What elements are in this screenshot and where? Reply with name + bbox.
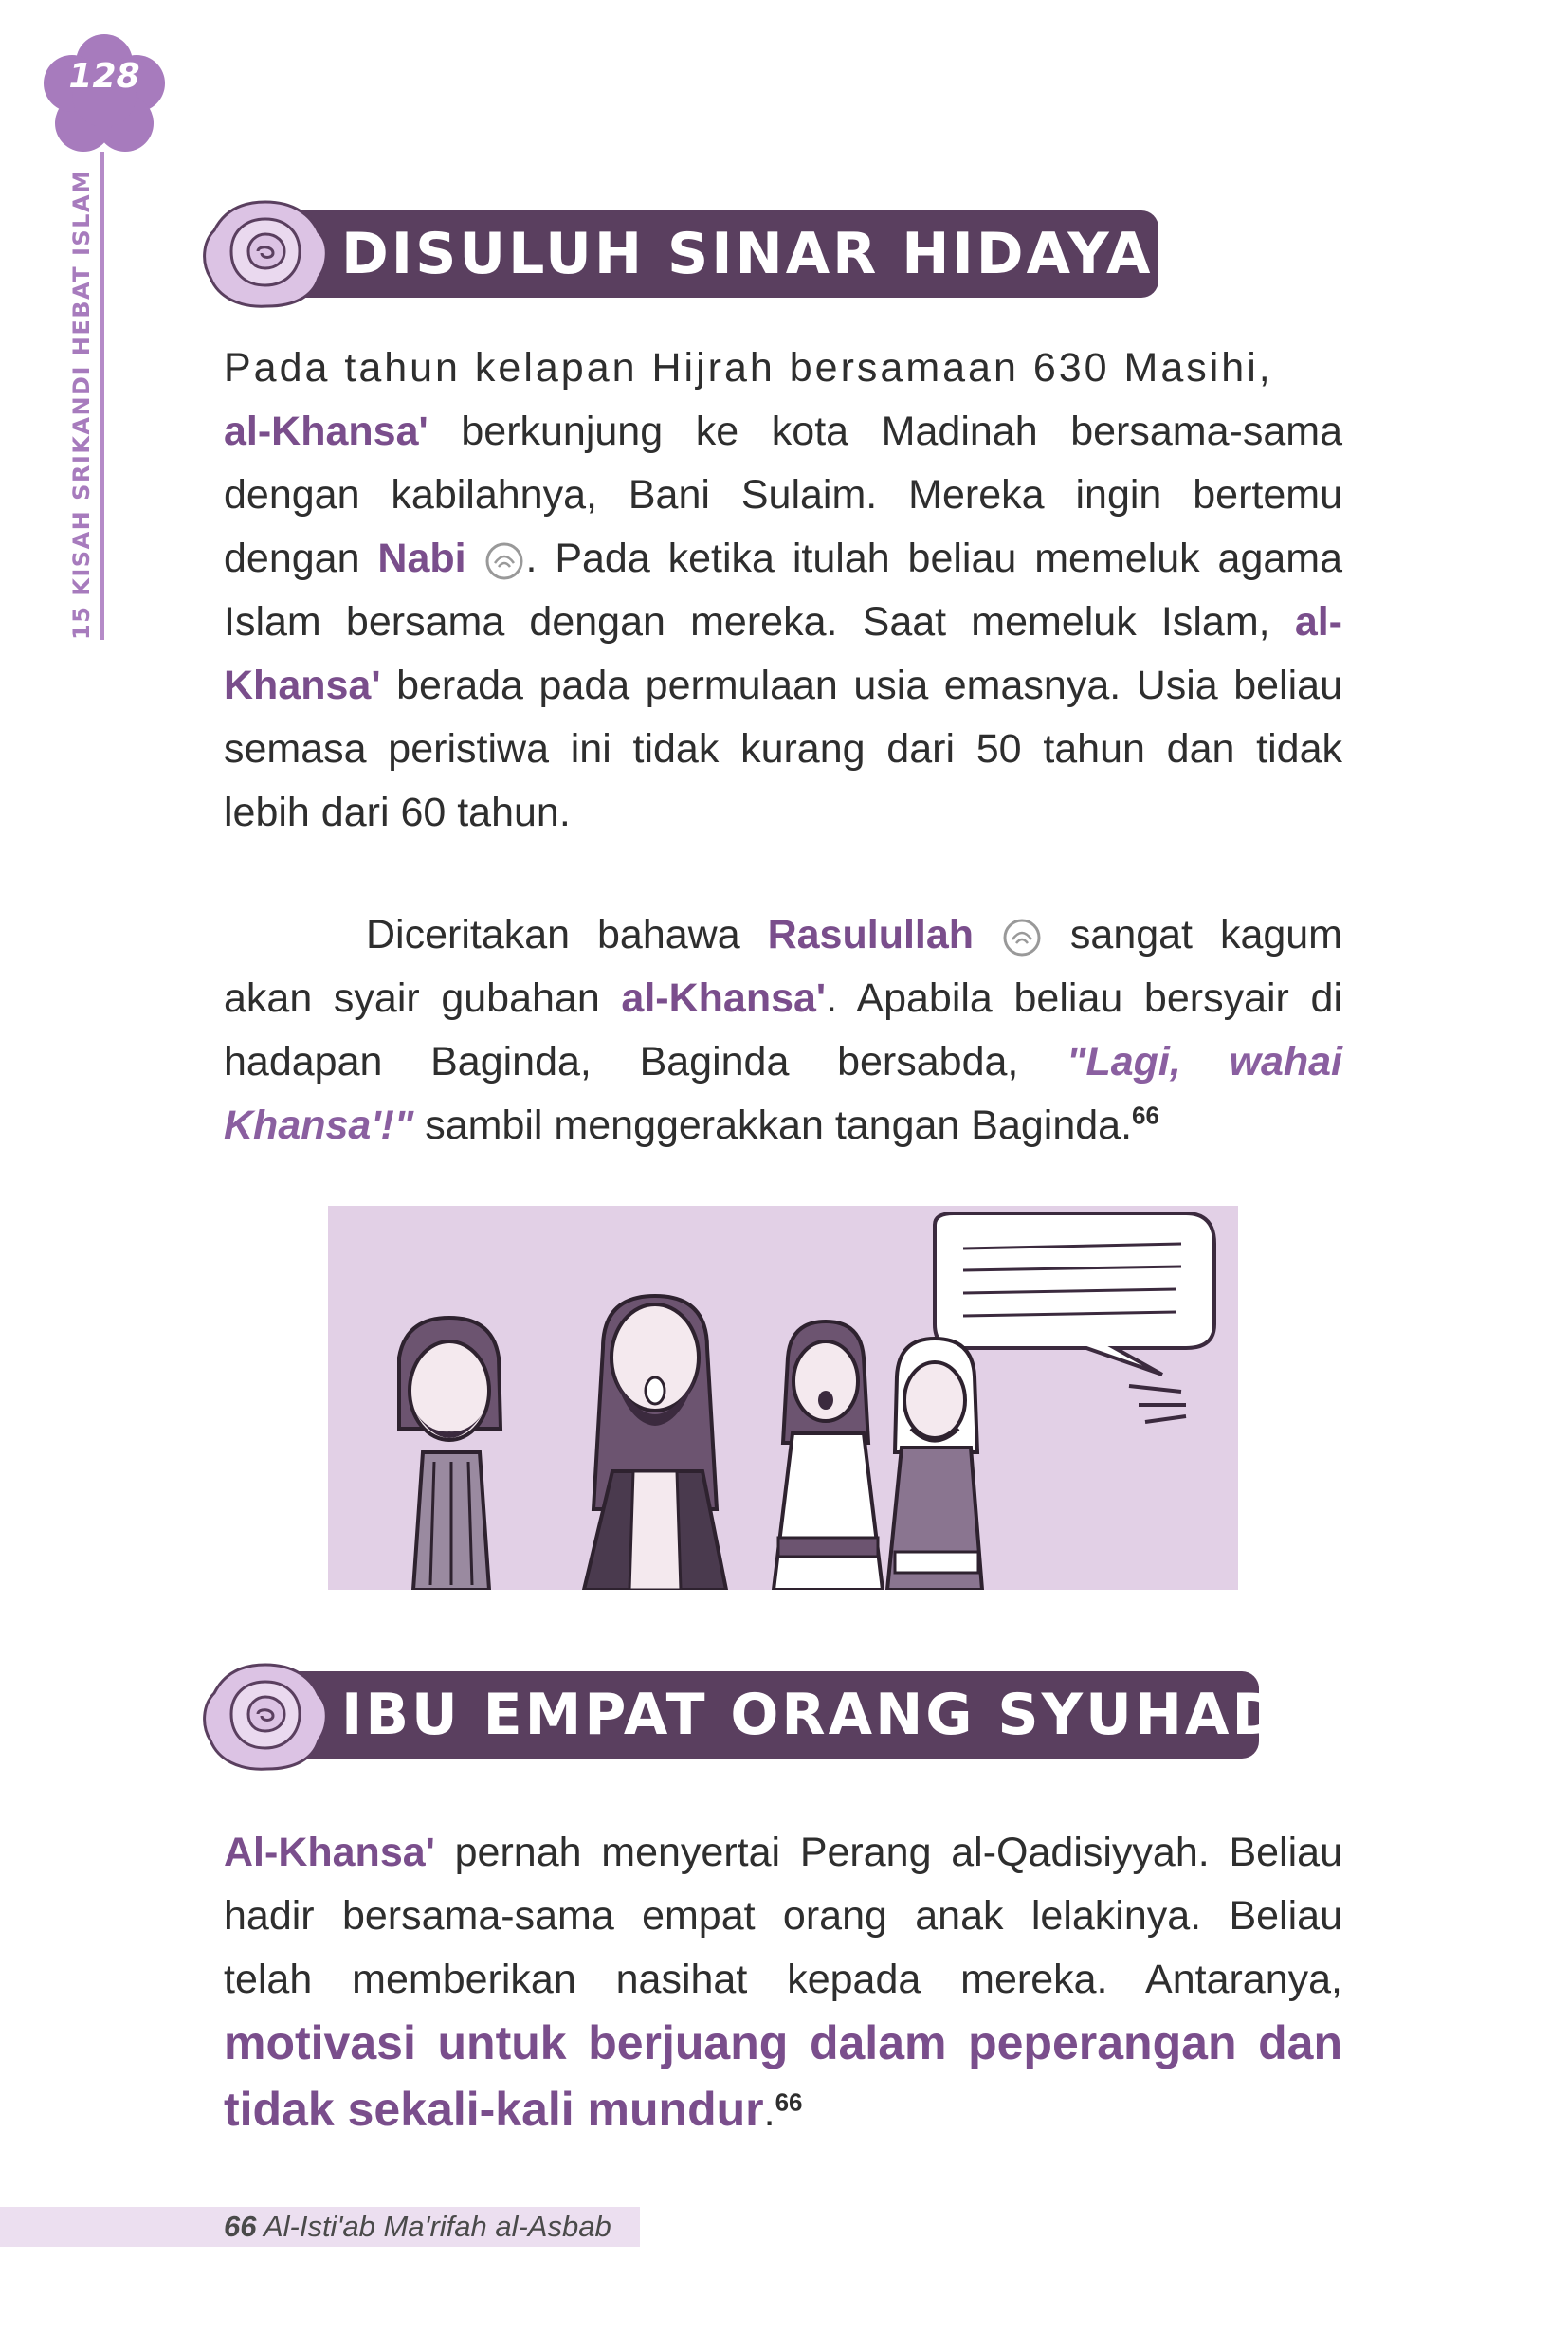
name-khansa: al-Khansa' [224, 599, 1342, 708]
emphasis-text: motivasi untuk berjuang dalam peperangan dan tidak sekali-kali mundur [224, 2016, 1342, 2136]
footnote-text: Al-Isti'ab Ma'rifah al-Asbab [256, 2210, 611, 2243]
margin-rule [100, 152, 104, 640]
running-header: 15 KISAH SRIKANDI HEBAT ISLAM [68, 169, 95, 640]
section-heading-2-text: IBU EMPAT ORANG SYUHADA [341, 1682, 1329, 1748]
section-heading-1-text: DISULUH SINAR HIDAYAH [341, 221, 1204, 287]
name-rasulullah: Rasulullah [767, 912, 975, 957]
name-khansa: al-Khansa' [224, 409, 428, 454]
name-khansa: Al-Khansa' [224, 1830, 435, 1875]
text-run: Diceritakan bahawa [366, 912, 768, 957]
character-1-icon [399, 1318, 501, 1590]
character-4-icon [887, 1339, 982, 1590]
text-run: sambil menggerakkan tangan Baginda. [413, 1103, 1133, 1148]
quote: "Lagi, wahai Khansa'!" [224, 1039, 1342, 1148]
text-run: . [763, 2089, 775, 2135]
rose-icon [199, 1657, 332, 1776]
section-heading-1 [284, 210, 1204, 298]
footnote-number: 66 [224, 2210, 257, 2243]
name-nabi: Nabi [377, 536, 466, 581]
paragraph-3 [224, 1821, 1342, 2144]
paragraph-1 [224, 337, 1342, 845]
salawat-icon [1001, 917, 1043, 958]
text-run: . Pada ketika itulah beliau memeluk agama Islam bersama dengan mereka. Saat memeluk Islam, [224, 536, 1343, 645]
rose-icon [199, 194, 332, 313]
text-run: berkunjung ke kota Madinah bersama-sama dengan kabilahnya, Bani Sulaim. Mereka ingin bertemu dengan [224, 409, 1342, 581]
text-run: pernah menyertai Perang al-Qadisiyyah. Beliau hadir bersama-sama empat orang anak lelakinya. Beliau telah memberikan nasihat kepada mereka. Antaranya, [224, 1830, 1342, 2002]
name-khansa: al-Khansa' [621, 975, 827, 1021]
text-run: Pada tahun kelapan Hijrah bersamaan 630 Masihi, [224, 345, 1273, 391]
footnote-ref: 66 [1132, 1101, 1159, 1130]
footnote [224, 2210, 611, 2244]
text-run: . Apabila beliau bersyair di hadapan Baginda, Baginda bersabda, [224, 975, 1342, 1084]
text-run: sangat kagum akan syair gubahan [224, 912, 1343, 1021]
illustration-panel [328, 1206, 1238, 1590]
text-run: berada pada permulaan usia emasnya. Usia beliau semasa peristiwa ini tidak kurang dari 50 tahun dan tidak lebih dari 60 tahun. [224, 663, 1342, 835]
footnote-ref: 66 [775, 2087, 803, 2117]
salawat-icon [483, 540, 525, 582]
character-2-icon [584, 1296, 726, 1590]
character-3-icon [774, 1321, 883, 1590]
page-number: 128 [68, 57, 140, 96]
section-heading-2 [284, 1671, 1329, 1759]
paragraph-2 [224, 903, 1342, 1157]
illustration-scene [328, 1206, 1238, 1590]
